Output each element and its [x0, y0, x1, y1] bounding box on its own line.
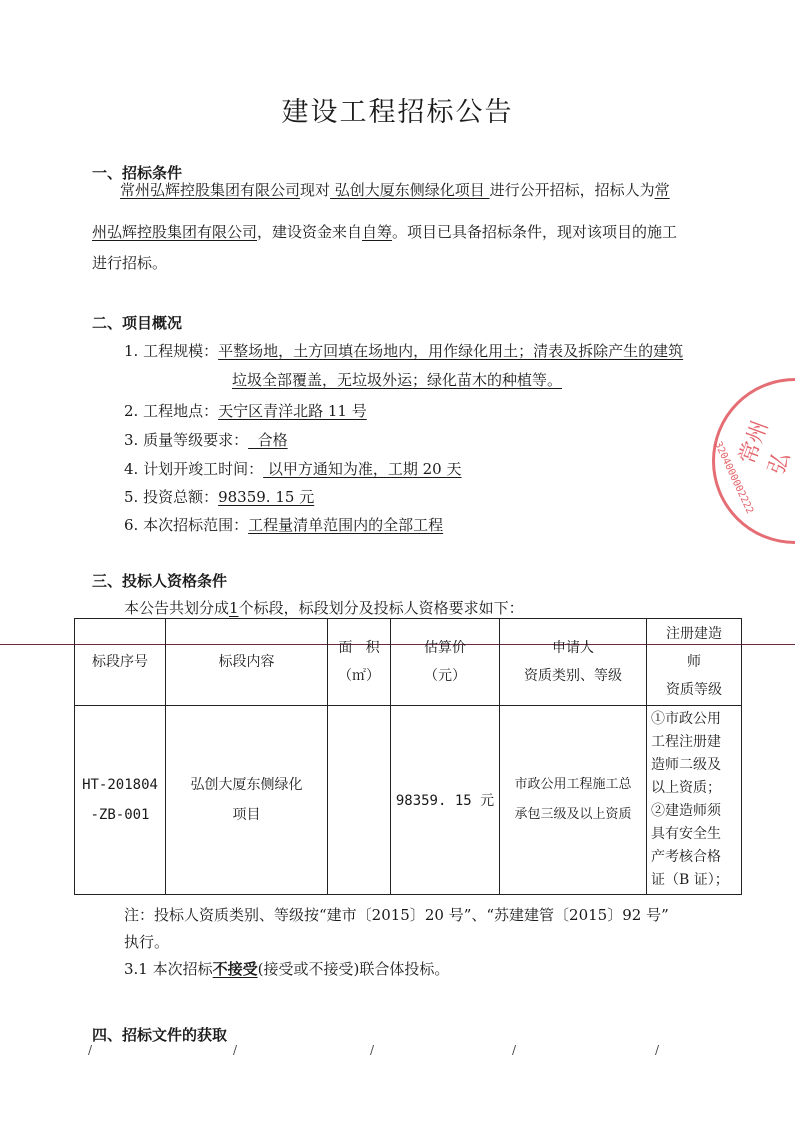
text: 具有安全生: [651, 826, 721, 842]
item-scope: [124, 514, 443, 536]
fund-source: 自筹: [362, 223, 393, 241]
section1-heading: 一、招标条件: [92, 164, 183, 182]
text: 资质类别、等级: [524, 668, 622, 684]
text: （㎡）: [338, 668, 380, 684]
scan-mark: /: [370, 1043, 375, 1057]
value: 98359. 15 元: [218, 488, 315, 506]
text: 证（B 证）；: [651, 872, 729, 888]
cell-area: [328, 706, 391, 895]
text: 3.1 本次招标: [124, 960, 213, 978]
text: 市政公用工程施工总: [514, 777, 632, 792]
section3-heading: 三、投标人资格条件: [92, 572, 228, 590]
text: 师: [687, 654, 701, 670]
scan-mark: /: [233, 1043, 238, 1057]
seal-number: 3204000002222: [712, 440, 756, 516]
label: 6. 本次招标范围：: [124, 516, 249, 534]
scan-mark: /: [512, 1043, 517, 1057]
text: 估算价: [424, 640, 466, 656]
value: 工程量清单范围内的全部工程: [248, 516, 444, 534]
lot-count: 1: [229, 599, 239, 617]
text: 产考核合格: [651, 849, 721, 865]
section4-heading: 四、招标文件的获取: [92, 1026, 228, 1044]
joint-bid-line: [124, 958, 449, 980]
section1-line2: [92, 217, 742, 248]
item-scale: [124, 340, 683, 362]
header-price: [391, 619, 500, 706]
text: ，建设资金来自: [257, 223, 363, 241]
value: 垃圾全部覆盖，无垃圾外运；绿化苗木的种植等。: [232, 371, 563, 389]
text: 现对: [300, 181, 331, 199]
text: （元）: [424, 668, 466, 684]
header-area: [328, 619, 391, 706]
table-header-row: [75, 619, 742, 706]
scan-mark: /: [655, 1043, 660, 1057]
item-investment: [124, 486, 314, 508]
qualification-table: [74, 618, 742, 895]
value: 平整场地，土方回填在场地内，用作绿化用土；清表及拆除产生的建筑: [218, 342, 684, 360]
header-lot-content: 标段内容: [166, 619, 328, 706]
text: 造师二级及: [651, 757, 721, 773]
text: (接受或不接受)联合体投标。: [257, 960, 450, 978]
cell-qualification: [500, 706, 647, 895]
label: 4. 计划开竣工时间：: [124, 460, 264, 478]
item-scale-cont: [232, 369, 562, 391]
text: 工程注册建: [651, 734, 721, 750]
table-row: [75, 706, 742, 895]
cell-lot-no: [75, 706, 166, 895]
text: 本公告共划分成: [124, 599, 230, 617]
section1-line3: 进行招标。: [92, 254, 168, 272]
label: 1. 工程规模：: [124, 342, 219, 360]
label: 2. 工程地点：: [124, 402, 219, 420]
text: ①市政公用: [651, 711, 721, 727]
header-registered-builder: [647, 619, 742, 706]
scan-mark: /: [88, 1043, 93, 1057]
value: 以甲方通知为准，工期 20 天: [263, 460, 462, 478]
tenderer-name-rest: 州弘辉控股集团有限公司: [92, 223, 258, 241]
value: 天宁区青洋北路 11 号: [218, 402, 367, 420]
cell-price: 98359. 15 元: [391, 706, 500, 895]
text: 弘创大厦东侧绿化: [190, 777, 303, 793]
note-line2: 执行。: [124, 933, 170, 951]
text: 进行公开招标，招标人为: [489, 181, 655, 199]
text: 。项目已具备招标条件，现对该项目的施工: [392, 223, 678, 241]
header-lot-no: 标段序号: [75, 619, 166, 706]
text: 个标段，标段划分及投标人资格要求如下：: [238, 599, 524, 617]
label: 5. 投资总额：: [124, 488, 219, 506]
item-schedule: [124, 458, 462, 480]
section2-heading: 二、项目概况: [92, 314, 183, 332]
tenderer-name: 常州弘辉控股集团有限公司: [120, 181, 301, 199]
header-qualification: [500, 619, 647, 706]
text: HT-201804: [82, 777, 158, 793]
section1-paragraph: [120, 175, 740, 206]
item-location: [124, 400, 367, 422]
cell-registered-builder: [647, 706, 742, 895]
text: 项目: [232, 807, 261, 823]
section3-intro: [124, 597, 524, 619]
text: ②建造师须: [651, 803, 721, 819]
text: 以上资质；: [651, 780, 721, 796]
tenderer-name-part: 常: [654, 181, 670, 199]
item-quality: [124, 429, 288, 451]
note-line1: 注：投标人资质类别、等级按“建市〔2015〕20 号”、“苏建建管〔2015〕92 号”: [124, 906, 669, 924]
seal-text: 常州弘: [735, 417, 795, 479]
text: 注册建造: [666, 626, 722, 642]
cell-lot-content: [166, 706, 328, 895]
page-title: 建设工程招标公告: [281, 97, 514, 128]
label: 3. 质量等级要求：: [124, 431, 249, 449]
text: 申请人: [552, 640, 594, 656]
text: -ZB-001: [90, 807, 150, 823]
joint-bid-value: 不接受: [212, 960, 258, 978]
text: 面 积: [338, 640, 380, 656]
text: 资质等级: [666, 682, 722, 698]
value: 合格: [248, 431, 288, 449]
project-name: 弘创大厦东侧绿化项目: [330, 181, 490, 199]
text: 承包三级及以上资质: [514, 807, 632, 822]
